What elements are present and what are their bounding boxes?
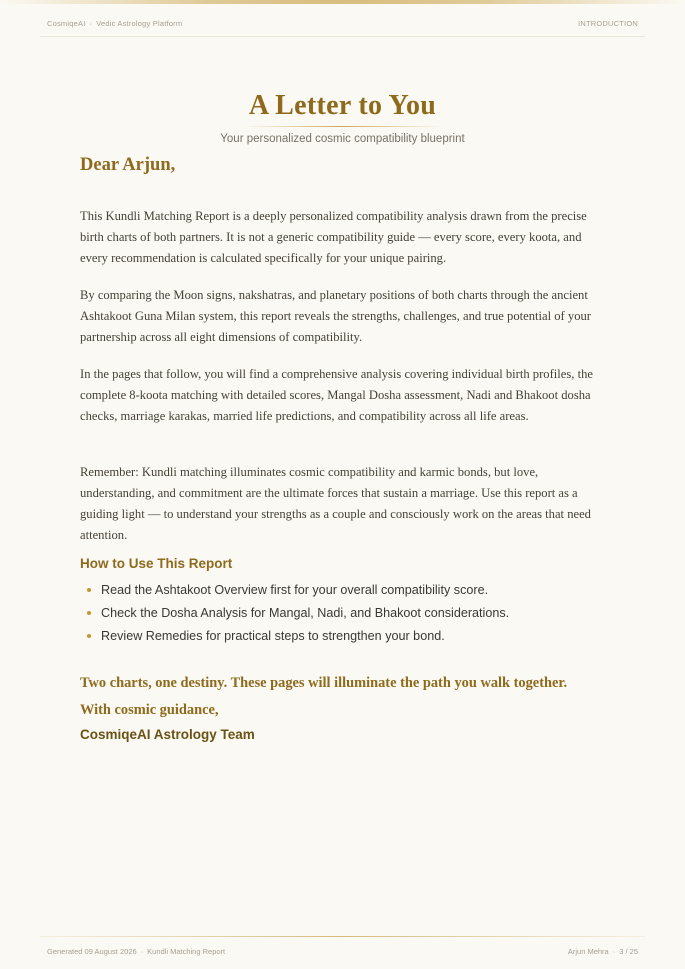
footer-left: Generated 09 August 2026 · Kundli Matching Report <box>47 946 226 956</box>
page-title: A Letter to You <box>248 90 437 121</box>
closing-line: Two charts, one destiny. These pages will illuminate the path you walk together. <box>80 675 568 691</box>
title-block <box>0 86 685 145</box>
footer-divider <box>40 936 645 937</box>
header-divider <box>40 36 645 37</box>
page-number: 3 / 25 <box>619 946 638 956</box>
greeting: Dear Arjun, <box>80 155 176 175</box>
howto-heading: How to Use This Report <box>80 556 233 571</box>
page-subtitle: Your personalized cosmic compatibility blueprint <box>220 133 465 145</box>
footer-right: Arjun Mehra · 3 / 25 <box>567 946 638 956</box>
paragraph-reminder: Remember: Kundli matching illuminates cosmic compatibility and karmic bonds, but love, understanding, and commitment are the ultimate forces that sustain a marriage. Use this report as a guiding light — to understand your strengths as a couple and consciously work on the areas that need attention. <box>80 465 591 542</box>
header-brand: CosmiqeAI · Vedic Astrology Platform <box>47 18 183 28</box>
client-name: Arjun Mehra <box>567 946 609 956</box>
generated-date: Generated 09 August 2026 <box>47 946 137 956</box>
paragraph-method: By comparing the Moon signs, nakshatras, and planetary positions of both charts through the ancient Ashtakoot Guna Milan system, this report reveals the strengths, challenges, and true potential of your partnership across all eight dimensions of compatibility. <box>80 288 591 344</box>
page-footer <box>47 944 638 958</box>
section-label: INTRODUCTION <box>578 18 638 28</box>
top-gold-rule <box>0 0 685 4</box>
paragraph-intro: This Kundli Matching Report is a deeply personalized compatibility analysis drawn from the precise birth charts of both partners. It is not a generic compatibility guide — every score, every koota, and every recommendation is calculated specifically for your unique pairing. <box>80 209 587 265</box>
page-header <box>47 16 638 30</box>
paragraph-contents: In the pages that follow, you will find a comprehensive analysis covering individual birth profiles, the complete 8-koota matching with detailed scores, Mangal Dosha assessment, Nadi and Bhakoot dosha checks, marriage karakas, married life predictions, and compatibility across all life areas. <box>80 367 593 423</box>
howto-item: Check the Dosha Analysis for Mangal, Nadi, and Bhakoot considerations. <box>86 603 509 626</box>
report-name: Kundli Matching Report <box>147 946 226 956</box>
howto-item: Read the Ashtakoot Overview first for your overall compatibility score. <box>86 580 509 603</box>
signoff: With cosmic guidance, <box>80 702 219 718</box>
howto-item: Review Remedies for practical steps to strengthen your bond. <box>86 626 509 649</box>
brand-tagline: Vedic Astrology Platform <box>96 18 183 28</box>
howto-list <box>86 580 509 649</box>
title-underline <box>243 126 443 127</box>
brand-name: CosmiqeAI <box>47 18 86 28</box>
team-signature: CosmiqeAI Astrology Team <box>80 727 255 742</box>
